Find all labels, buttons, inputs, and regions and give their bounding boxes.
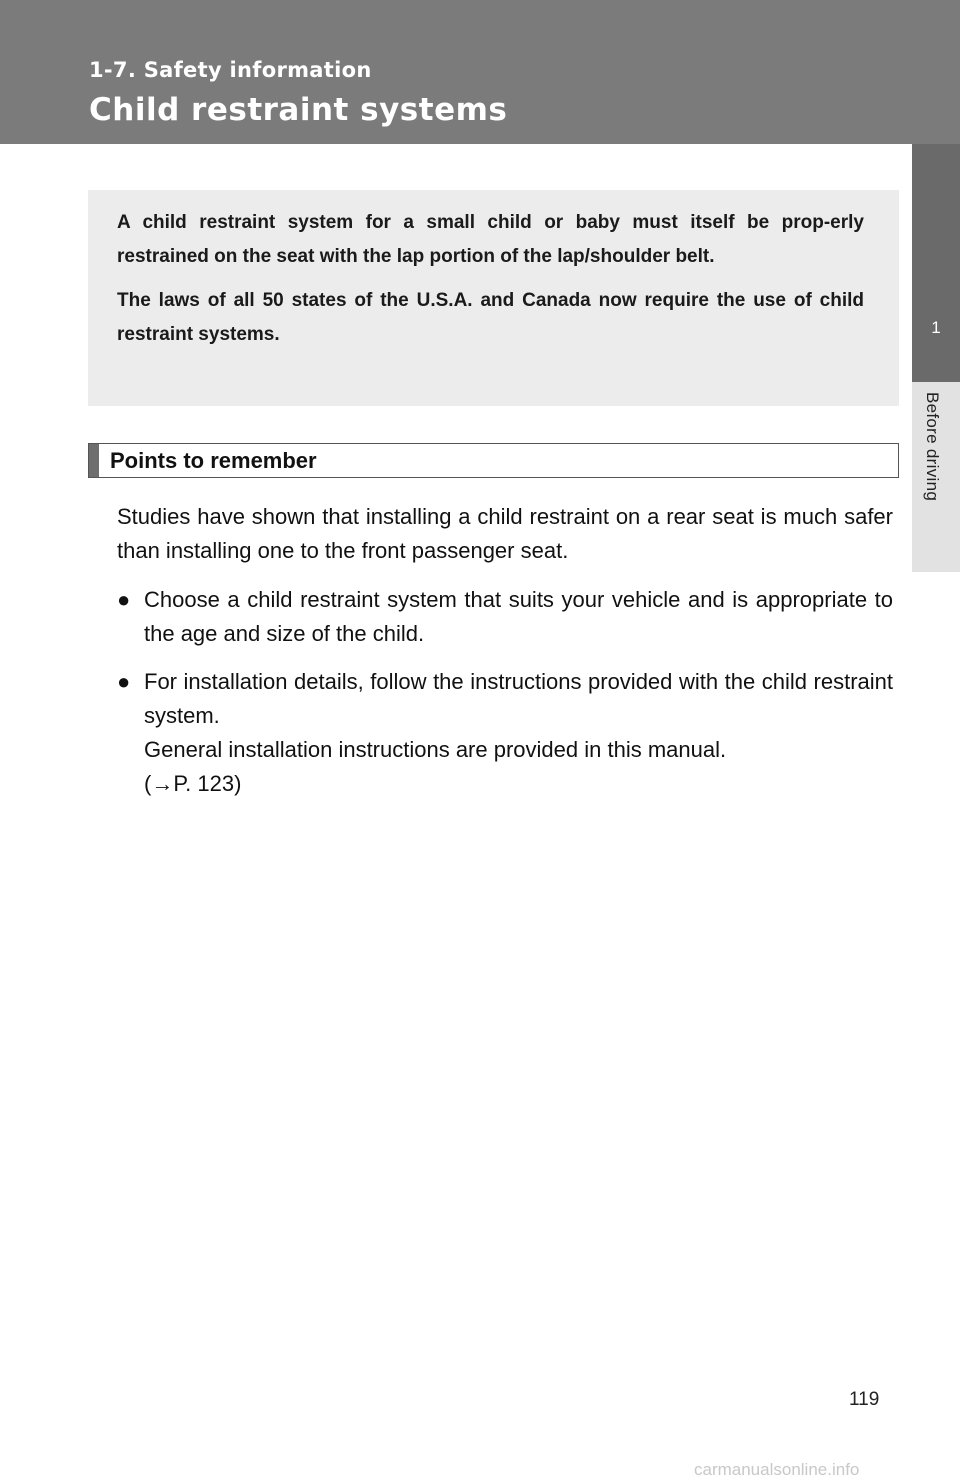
chapter-tab (912, 144, 960, 382)
page-header (0, 0, 960, 144)
bullet-continuation: General installation instructions are provided in this manual. (144, 737, 727, 762)
bullet-item (117, 665, 893, 801)
heading-accent-bar (89, 444, 99, 477)
chapter-label: Before driving (923, 392, 942, 502)
section-heading: Points to remember (110, 448, 317, 473)
section-heading-box (88, 443, 899, 478)
intro-box (88, 190, 899, 406)
body-paragraph: Studies have shown that installing a child restraint on a rear seat is much safer than installing one to the front passenger seat. (117, 504, 893, 563)
bullet-item (117, 583, 893, 651)
section-label: 1-7. Safety information (89, 58, 372, 82)
intro-paragraph: The laws of all 50 states of the U.S.A. and Canada now require the use of child restraint systems. (117, 290, 864, 345)
intro-paragraph: A child restraint system for a small child or baby must itself be prop-erly restrained on the seat with the lap portion of the lap/shoulder belt. (117, 212, 864, 267)
page-title: Child restraint systems (89, 92, 508, 128)
bullet-text: For installation details, follow the instructions provided with the child restraint system. (144, 669, 893, 728)
watermark: carmanualsonline.info (694, 1460, 860, 1479)
bullet-icon: ● (117, 669, 131, 694)
bullet-text: Choose a child restraint system that suits your vehicle and is appropriate to the age and size of the child. (144, 587, 893, 646)
bullet-icon: ● (117, 587, 131, 612)
page-number: 119 (849, 1389, 880, 1410)
page-reference: (→P. 123) (144, 771, 242, 796)
chapter-number: 1 (931, 318, 941, 337)
